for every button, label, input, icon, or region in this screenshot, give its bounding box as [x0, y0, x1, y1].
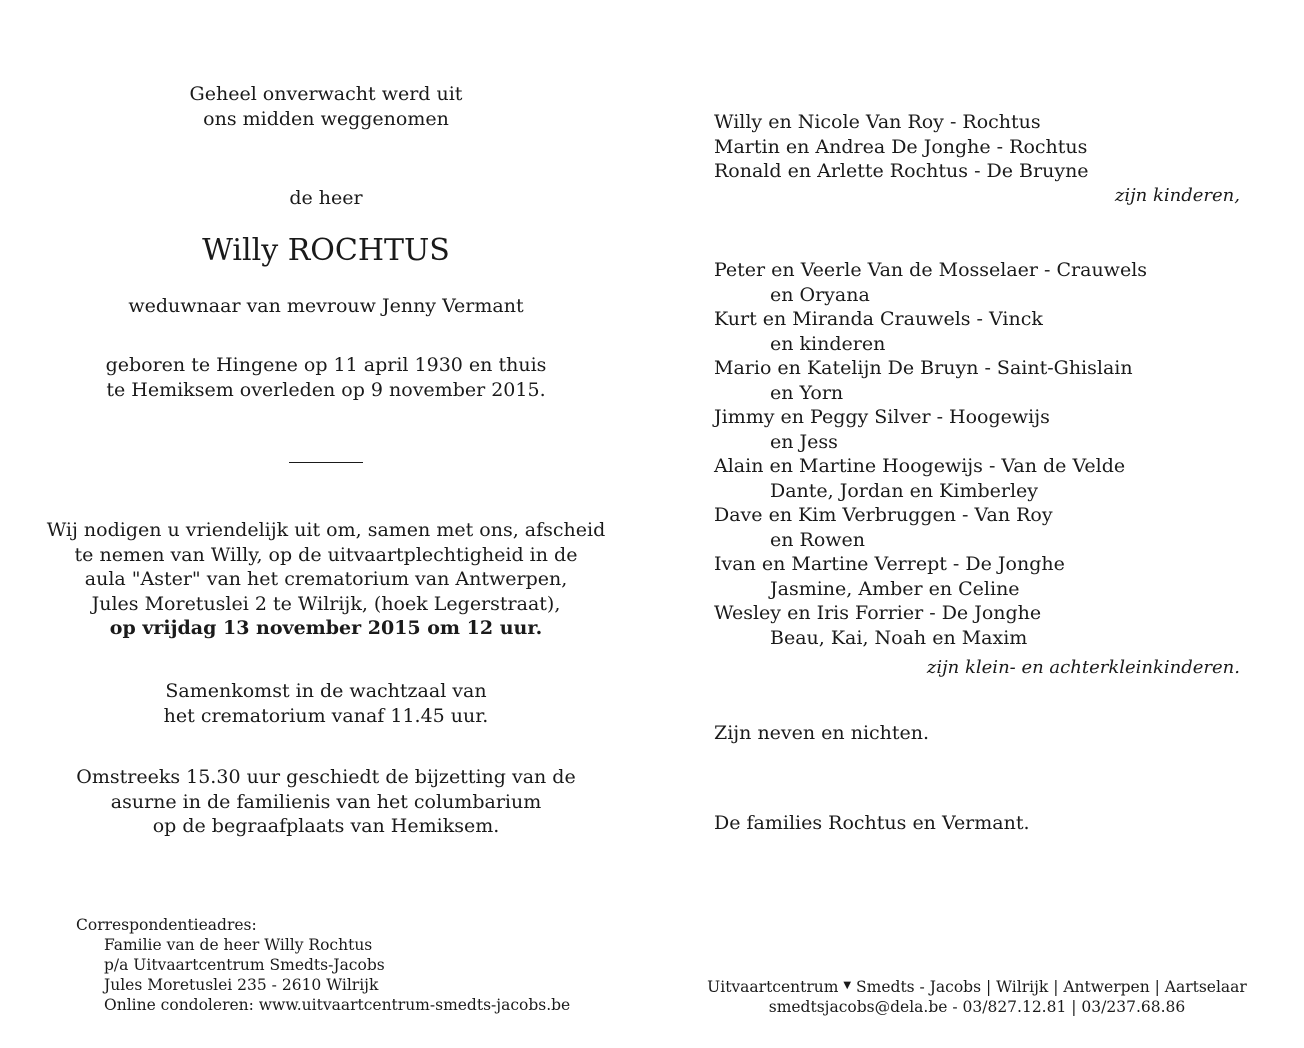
spouse-line: weduwnaar van mevrouw Jenny Vermant: [128, 295, 524, 317]
grandchildren-label: zijn klein- en achterkleinkinderen.: [926, 657, 1240, 678]
grandchild-subline: Beau, Kai, Noah en Maxim: [770, 626, 1028, 649]
interment-line: op de begraafplaats van Hemiksem.: [152, 815, 500, 837]
footer-brand: Uitvaartcentrum: [707, 978, 839, 996]
divider-line: [289, 462, 363, 463]
invitation-line: te nemen van Willy, op de uitvaartplechtigheid in de: [74, 543, 578, 566]
intro-text: [130, 82, 522, 131]
child-line: Ronald en Arlette Rochtus - De Bruyne: [714, 160, 1089, 182]
families-line: De families Rochtus en Vermant.: [714, 812, 1030, 834]
child-line: Martin en Andrea De Jonghe - Rochtus: [714, 135, 1088, 158]
grandchild-subline: Jasmine, Amber en Celine: [770, 577, 1020, 600]
grandchild-line: Mario en Katelijn De Bruyn - Saint-Ghislain: [714, 357, 1133, 379]
gathering-text: [100, 679, 552, 728]
birth-death-text: [80, 353, 572, 402]
grandchild-subline: en kinderen: [770, 332, 886, 355]
grandchild-subline: en Oryana: [770, 283, 870, 306]
birth-death-line: te Hemiksem overleden op 9 november 2015.: [106, 378, 546, 401]
deceased-name: Willy ROCHTUS: [202, 233, 450, 268]
children-label: zijn kinderen,: [1114, 185, 1240, 206]
child-line: Willy en Nicole Van Roy - Rochtus: [714, 111, 1041, 133]
title-prefix: de heer: [289, 187, 363, 209]
invitation-line: aula "Aster" van het crematorium van Antwerpen,: [84, 568, 568, 590]
grandchild-line: Kurt en Miranda Crauwels - Vinck: [714, 308, 1043, 330]
grandchild-subline: en Rowen: [770, 528, 866, 551]
ceremony-datetime: op vrijdag 13 november 2015 om 12 uur.: [109, 617, 543, 639]
correspondence-line: Familie van de heer Willy Rochtus: [104, 936, 373, 954]
interment-line: asurne in de familienis van het columbarium: [110, 790, 542, 813]
grandchild-line: Wesley en Iris Forrier - De Jonghe: [714, 602, 1042, 624]
grandchild-subline: en Yorn: [770, 381, 844, 404]
correspondence-line: Online condoleren: www.uitvaartcentrum-smedts-jacobs.be: [104, 996, 571, 1014]
grandchild-subline: en Jess: [770, 430, 838, 453]
grandchild-line: Alain en Martine Hoogewijs - Van de Velde: [714, 455, 1126, 477]
grandchild-line: Dave en Kim Verbruggen - Van Roy: [714, 504, 1053, 526]
intro-line: ons midden weggenomen: [203, 107, 449, 130]
invitation-text: [40, 518, 612, 641]
grandchild-line: Peter en Veerle Van de Mosselaer - Crauwels: [714, 259, 1148, 281]
funeral-home-footer: [696, 976, 1258, 1017]
correspondence-line: Jules Moretuslei 235 - 2610 Wilrijk: [104, 976, 379, 994]
cousins-line: Zijn neven en nichten.: [714, 722, 930, 744]
grandchild-line: Jimmy en Peggy Silver - Hoogewijs: [714, 406, 1050, 428]
gathering-line: het crematorium vanaf 11.45 uur.: [163, 704, 489, 727]
interment-line: Omstreeks 15.30 uur geschiedt de bijzetting van de: [76, 766, 576, 788]
correspondence-block: [76, 915, 570, 1015]
correspondence-line: p/a Uitvaartcentrum Smedts-Jacobs: [104, 956, 385, 974]
grandchild-subline: Dante, Jordan en Kimberley: [770, 479, 1039, 502]
interment-text: [60, 765, 592, 839]
invitation-line: Jules Moretuslei 2 te Wilrijk, (hoek Legerstraat),: [91, 592, 561, 615]
grandchild-line: Ivan en Martine Verrept - De Jonghe: [714, 553, 1065, 575]
footer-contact: smedtsjacobs@dela.be - 03/827.12.81 | 03/237.68.86: [768, 998, 1186, 1016]
children-list: [714, 110, 1089, 184]
footer-locations: Smedts - Jacobs | Wilrijk | Antwerpen | Aartselaar: [856, 978, 1247, 996]
triangle-down-icon: ▼: [843, 980, 852, 991]
intro-line: Geheel onverwacht werd uit: [189, 83, 463, 105]
grandchildren-list: [714, 258, 1147, 650]
gathering-line: Samenkomst in de wachtzaal van: [165, 680, 487, 702]
birth-death-line: geboren te Hingene op 11 april 1930 en thuis: [105, 354, 547, 376]
correspondence-heading: Correspondentieadres:: [76, 916, 257, 934]
footer-line-1: [696, 976, 1258, 997]
invitation-line: Wij nodigen u vriendelijk uit om, samen met ons, afscheid: [46, 519, 606, 541]
